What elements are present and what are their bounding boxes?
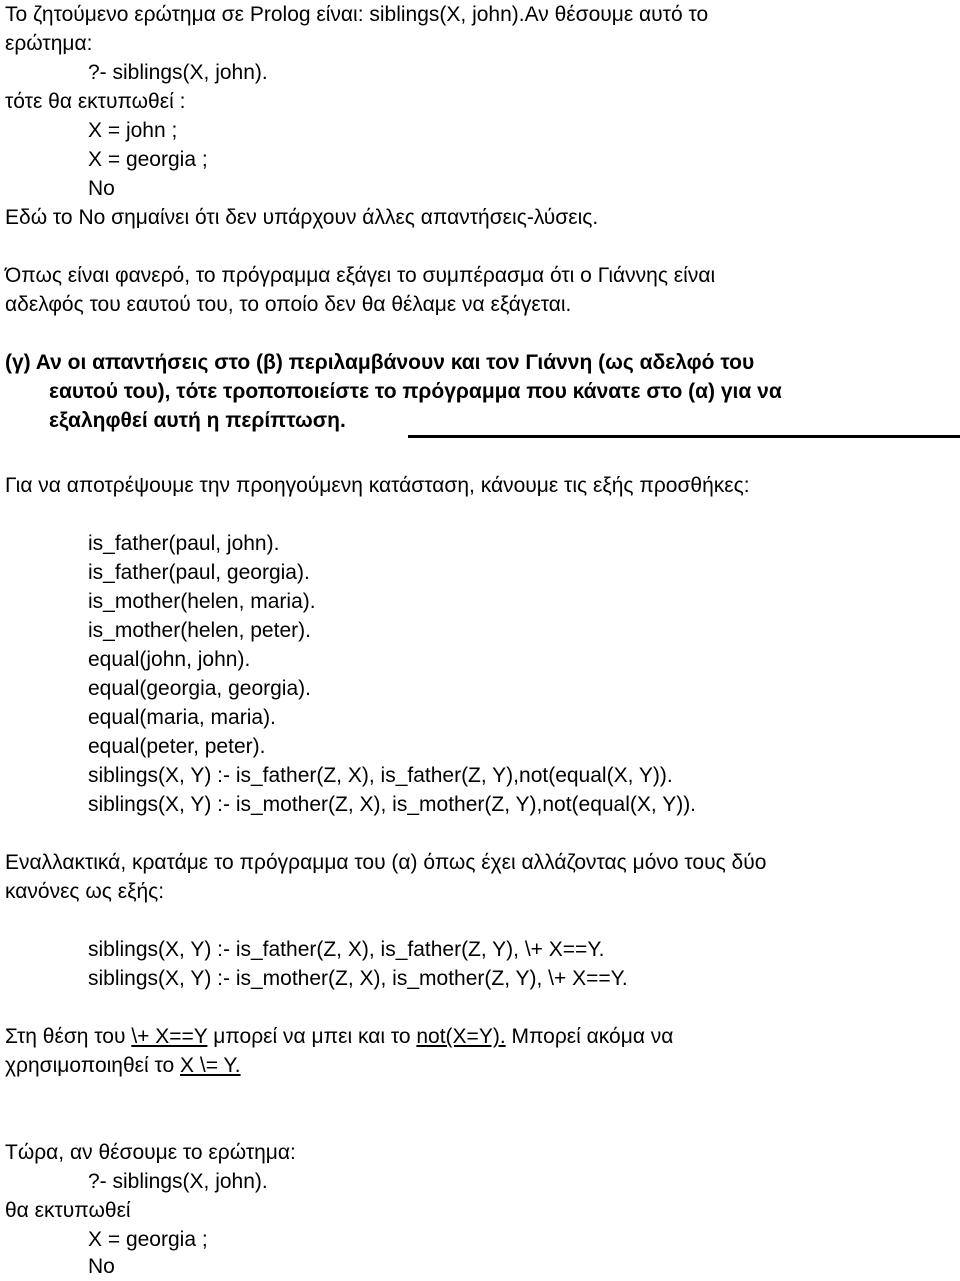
observation-line-2: αδελφός του εαυτού του, το οποίο δεν θα θέλαμε να εξάγεται. (5, 293, 572, 316)
solution-code-line: siblings(X, Y) :- is_mother(Z, X), is_mother(Z, Y),not(equal(X, Y)). (88, 793, 697, 816)
final-query: ?- siblings(X, john). (88, 1170, 268, 1193)
alternative-code-line: siblings(X, Y) :- is_father(Z, X), is_father(Z, Y), \+ X==Y. (88, 938, 605, 961)
solution-code-line: equal(georgia, georgia). (88, 677, 311, 700)
solution-code-line: is_father(paul, georgia). (88, 561, 310, 584)
alternative-line-2: κανόνες ως εξής: (5, 880, 165, 903)
note-text: μπορεί να μπει και το (207, 1025, 417, 1048)
note-code-neq: X \= Y. (180, 1054, 241, 1077)
note-text: Μπορεί ακόμα να (505, 1025, 674, 1048)
solution-code-line: equal(john, john). (88, 648, 251, 671)
note-text: χρησιμοποιηθεί το (5, 1054, 181, 1077)
intro-print-label: τότε θα εκτυπωθεί : (5, 90, 186, 113)
intro-text-line-1: Το ζητούμενο ερώτημα σε Prolog είναι: siblings(X, john).Αν θέσουμε αυτό το (5, 3, 709, 26)
note-text: Στη θέση του (5, 1025, 132, 1048)
final-line-1: Τώρα, αν θέσουμε το ερώτημα: (5, 1141, 296, 1164)
alternative-line-1: Εναλλακτικά, κρατάμε το πρόγραμμα του (α) όπως έχει αλλάζοντας μόνο τους δύο (5, 851, 767, 874)
solution-code-line: equal(peter, peter). (88, 735, 266, 758)
alternative-code-line: siblings(X, Y) :- is_mother(Z, X), is_mother(Z, Y), \+ X==Y. (88, 967, 628, 990)
observation-line-1: Όπως είναι φανερό, το πρόγραμμα εξάγει το συμπέρασμα ότι ο Γιάννης είναι (5, 264, 716, 287)
question-c-line-3: εξαληφθεί αυτή η περίπτωση. (49, 409, 346, 432)
intro-answer-3: No (88, 177, 115, 200)
intro-text-line-2: ερώτημα: (5, 32, 93, 55)
note-code-not-equal: \+ X==Y (131, 1025, 208, 1048)
solution-code-line: is_father(paul, john). (88, 532, 280, 555)
solution-code-line: is_mother(helen, peter). (88, 619, 311, 642)
solution-code-line: siblings(X, Y) :- is_father(Z, X), is_father(Z, Y),not(equal(X, Y)). (88, 764, 673, 787)
intro-explanation: Εδώ το No σημαίνει ότι δεν υπάρχουν άλλες απαντήσεις-λύσεις. (5, 206, 599, 229)
note-line-2 (5, 1051, 241, 1080)
note-line-1 (5, 1022, 673, 1051)
final-answer-1: X = georgia ; (88, 1228, 208, 1251)
section-divider (408, 435, 960, 438)
solution-intro: Για να αποτρέψουμε την προηγούμενη κατάσταση, κάνουμε τις εξής προσθήκες: (5, 474, 750, 497)
intro-query: ?- siblings(X, john). (88, 61, 268, 84)
question-c-line-1: (γ) Αν οι απαντήσεις στο (β) περιλαμβάνουν και τον Γιάννη (ως αδελφό του (5, 351, 755, 374)
note-code-not: not(X=Y). (416, 1025, 506, 1048)
intro-answer-1: X = john ; (88, 119, 178, 142)
question-c-line-2: εαυτού του), τότε τροποποιείστε το πρόγραμμα που κάνατε στο (α) για να (49, 380, 782, 403)
solution-code-line: equal(maria, maria). (88, 706, 276, 729)
final-print-label: θα εκτυπωθεί (5, 1199, 131, 1222)
final-answer-2: No (88, 1255, 115, 1278)
solution-code-line: is_mother(helen, maria). (88, 590, 316, 613)
intro-answer-2: X = georgia ; (88, 148, 208, 171)
